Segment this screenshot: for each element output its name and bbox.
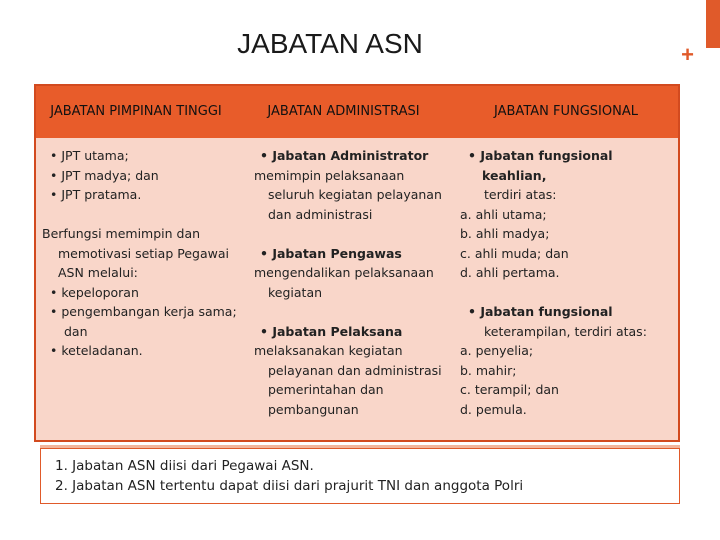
role-pengawas: • Jabatan Pengawas: [252, 244, 452, 264]
list-item: • JPT pratama.: [42, 185, 238, 205]
role-administrator: • Jabatan Administrator: [252, 146, 452, 166]
list-item: a. penyelia;: [460, 343, 534, 358]
accent-bar: [706, 0, 720, 48]
plus-icon: +: [681, 42, 694, 67]
column-administrasi: [252, 146, 452, 419]
note-item: 1. Jabatan ASN diisi dari Pegawai ASN.: [55, 458, 314, 474]
header-jpt: JABATAN PIMPINAN TINGGI: [50, 103, 222, 119]
note-item: 2. Jabatan ASN tertentu dapat diisi dari prajurit TNI dan anggota Polri: [55, 478, 524, 494]
list-item: c. terampil; dan: [460, 382, 559, 397]
page-title: JABATAN ASN: [237, 28, 423, 59]
list-item: • kepeloporan: [42, 283, 238, 303]
function-text: Berfungsi memimpin dan: [42, 226, 201, 241]
role-desc: terdiri atas:: [484, 187, 557, 202]
list-item: • pengembangan kerja sama; dan: [42, 302, 238, 341]
list-item: a. ahli utama;: [460, 206, 547, 222]
list-item: • keteladanan.: [42, 341, 238, 361]
role-desc: mengendalikan pelaksanaan: [254, 265, 434, 280]
column-jpt: [42, 146, 238, 361]
column-fungsional: [460, 146, 676, 419]
role-desc: memimpin pelaksanaan: [254, 167, 405, 183]
header-administrasi: JABATAN ADMINISTRASI: [267, 103, 420, 119]
list-item: • JPT utama;: [42, 146, 238, 166]
role-desc: melaksanakan kegiatan: [254, 343, 403, 358]
role-pelaksana: • Jabatan Pelaksana: [252, 322, 452, 342]
role-keterampilan: • Jabatan fungsional: [460, 302, 676, 322]
role-desc: keterampilan, terdiri atas:: [484, 323, 647, 339]
list-item: b. mahir;: [460, 362, 517, 378]
role-keahlian: • Jabatan fungsional keahlian,: [460, 146, 676, 185]
notes-box: [40, 448, 680, 504]
list-item: • JPT madya; dan: [42, 166, 238, 186]
list-item: d. pemula.: [460, 401, 527, 417]
role-desc: pelayanan dan administrasi pemerintahan dan pembangunan: [268, 362, 442, 417]
jabatan-table: [34, 84, 680, 442]
list-item: d. ahli pertama.: [460, 265, 560, 280]
role-desc: seluruh kegiatan pelayanan dan administrasi: [268, 187, 442, 222]
list-item: b. ahli madya;: [460, 226, 550, 241]
list-item: c. ahli muda; dan: [460, 245, 569, 261]
function-text-cont: memotivasi setiap Pegawai ASN melalui:: [58, 245, 229, 280]
role-desc: kegiatan: [268, 284, 323, 300]
table-header: [36, 86, 678, 138]
header-fungsional: JABATAN FUNGSIONAL: [494, 103, 638, 119]
